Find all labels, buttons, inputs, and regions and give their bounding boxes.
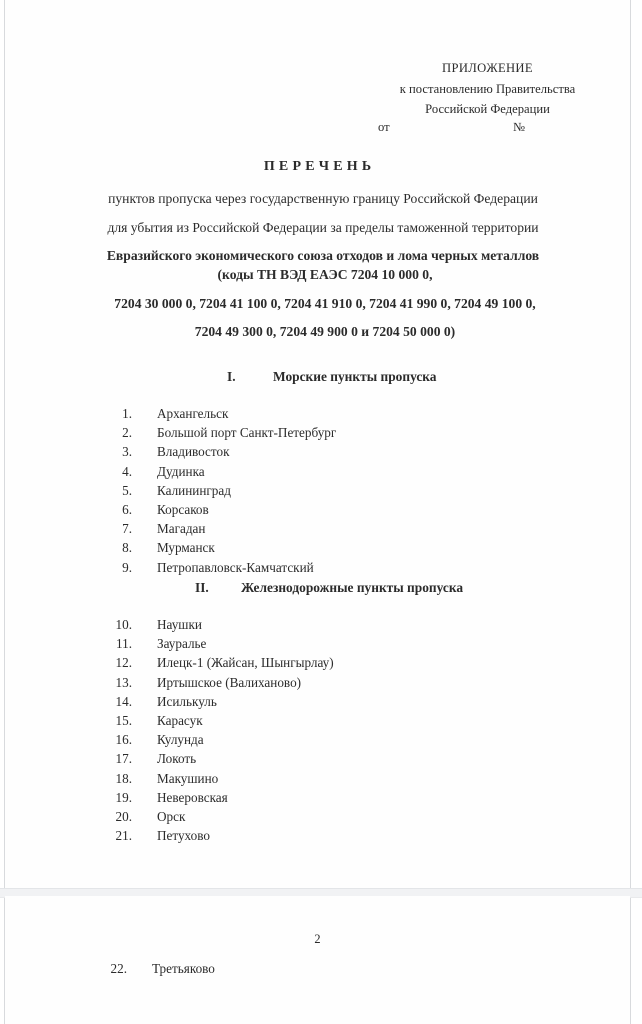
list-item-name: Петропавловск-Камчатский [157, 559, 314, 575]
list-item-index: 2. [122, 425, 132, 441]
appendix-header [365, 58, 610, 120]
list-item-index: 4. [122, 463, 132, 479]
section-numeral-2: II. [195, 580, 209, 595]
section-caption-1: Морские пункты пропуска [273, 369, 437, 384]
list-item-index: 10. [115, 617, 132, 632]
list-item-name: Владивосток [157, 444, 230, 460]
list-item-name: Третьяково [152, 961, 215, 976]
list-item-index: 11. [116, 636, 132, 652]
list-item-name: Дудинка [157, 463, 205, 479]
list-item-index: 17. [115, 751, 132, 767]
list-item-index: 3. [122, 444, 132, 460]
appendix-authority-1: к постановлению Правительства [399, 81, 576, 96]
title-subtext-line-3: Евразийского экономического союза отходов и лома черных металлов [106, 248, 540, 263]
section-numeral-1: I. [227, 369, 236, 384]
list-item-index: 1. [122, 406, 132, 421]
list-item-index: 7. [122, 521, 132, 537]
list-item-index: 19. [115, 789, 132, 805]
list-item-name: Исилькуль [157, 693, 217, 709]
list-item-name: Архангельск [157, 406, 229, 421]
document-page-1 [5, 0, 630, 888]
list-item-index: 9. [122, 559, 132, 575]
list-item-index: 5. [122, 482, 132, 498]
title-subtext-line-2: для убытия из Российской Федерации за пределы таможенной территории [107, 219, 539, 235]
list-item-index: 15. [115, 712, 132, 728]
customs-codes-line-2: 7204 30 000 0, 7204 41 100 0, 7204 41 910 0, 7204 41 990 0, 7204 49 100 0, [114, 295, 536, 311]
list-item-index: 20. [115, 808, 132, 824]
date-field-label: от [378, 120, 390, 134]
title-subtext [63, 185, 583, 271]
list-item-name: Орск [157, 808, 186, 824]
appendix-authority-2: Российской Федерации [425, 102, 550, 116]
list-item-name: Большой порт Санкт-Петербург [157, 425, 337, 441]
list-item-index: 14. [115, 693, 132, 709]
list-item-name: Иртышское (Валиханово) [157, 674, 302, 690]
list-item-name: Кулунда [157, 732, 204, 748]
list-item-name: Макушино [157, 770, 219, 786]
page-right-edge-rule [630, 0, 631, 1024]
list-item-name: Мурманск [157, 540, 215, 556]
customs-codes-block [45, 261, 605, 347]
list-item-name: Калининград [157, 482, 231, 498]
list-item-index: 12. [115, 655, 132, 671]
list-item-name: Карасук [157, 712, 203, 728]
list-item-index: 6. [122, 501, 132, 517]
list-item-name: Неверовская [157, 789, 228, 805]
list-item-name: Петухово [157, 828, 210, 844]
list-item-index: 8. [122, 540, 132, 556]
customs-codes-line-1: (коды ТН ВЭД ЕАЭС 7204 10 000 0, [217, 267, 433, 282]
list-item-name: Магадан [157, 521, 206, 537]
list-item-index: 22. [110, 961, 127, 976]
list-item-index: 18. [115, 770, 132, 786]
list-item-name: Илецк-1 (Жайсан, Шынгырлау) [157, 655, 334, 671]
list-item-name: Локоть [157, 751, 197, 767]
list-item-index: 21. [115, 828, 132, 844]
title-subtext-line-1: пунктов пропуска через государственную границу Российской Федерации [108, 191, 538, 206]
section-heading-rail-checkpoints [5, 580, 630, 596]
page-title: ПЕРЕЧЕНЬ [263, 159, 376, 174]
section-caption-2: Железнодорожные пункты пропуска [241, 580, 464, 595]
list-item-index: 16. [115, 732, 132, 748]
list-item-name: Зауралье [157, 636, 207, 652]
list-item-index: 13. [115, 674, 132, 690]
section-heading-sea-checkpoints [5, 369, 630, 385]
list-item-name: Корсаков [157, 501, 209, 517]
number-field-label: № [513, 120, 526, 134]
appendix-label: ПРИЛОЖЕНИЕ [442, 61, 533, 75]
page-number: 2 [314, 932, 321, 946]
customs-codes-line-3: 7204 49 300 0, 7204 49 900 0 и 7204 50 000 0) [194, 324, 456, 339]
list-item-name: Наушки [157, 617, 202, 632]
